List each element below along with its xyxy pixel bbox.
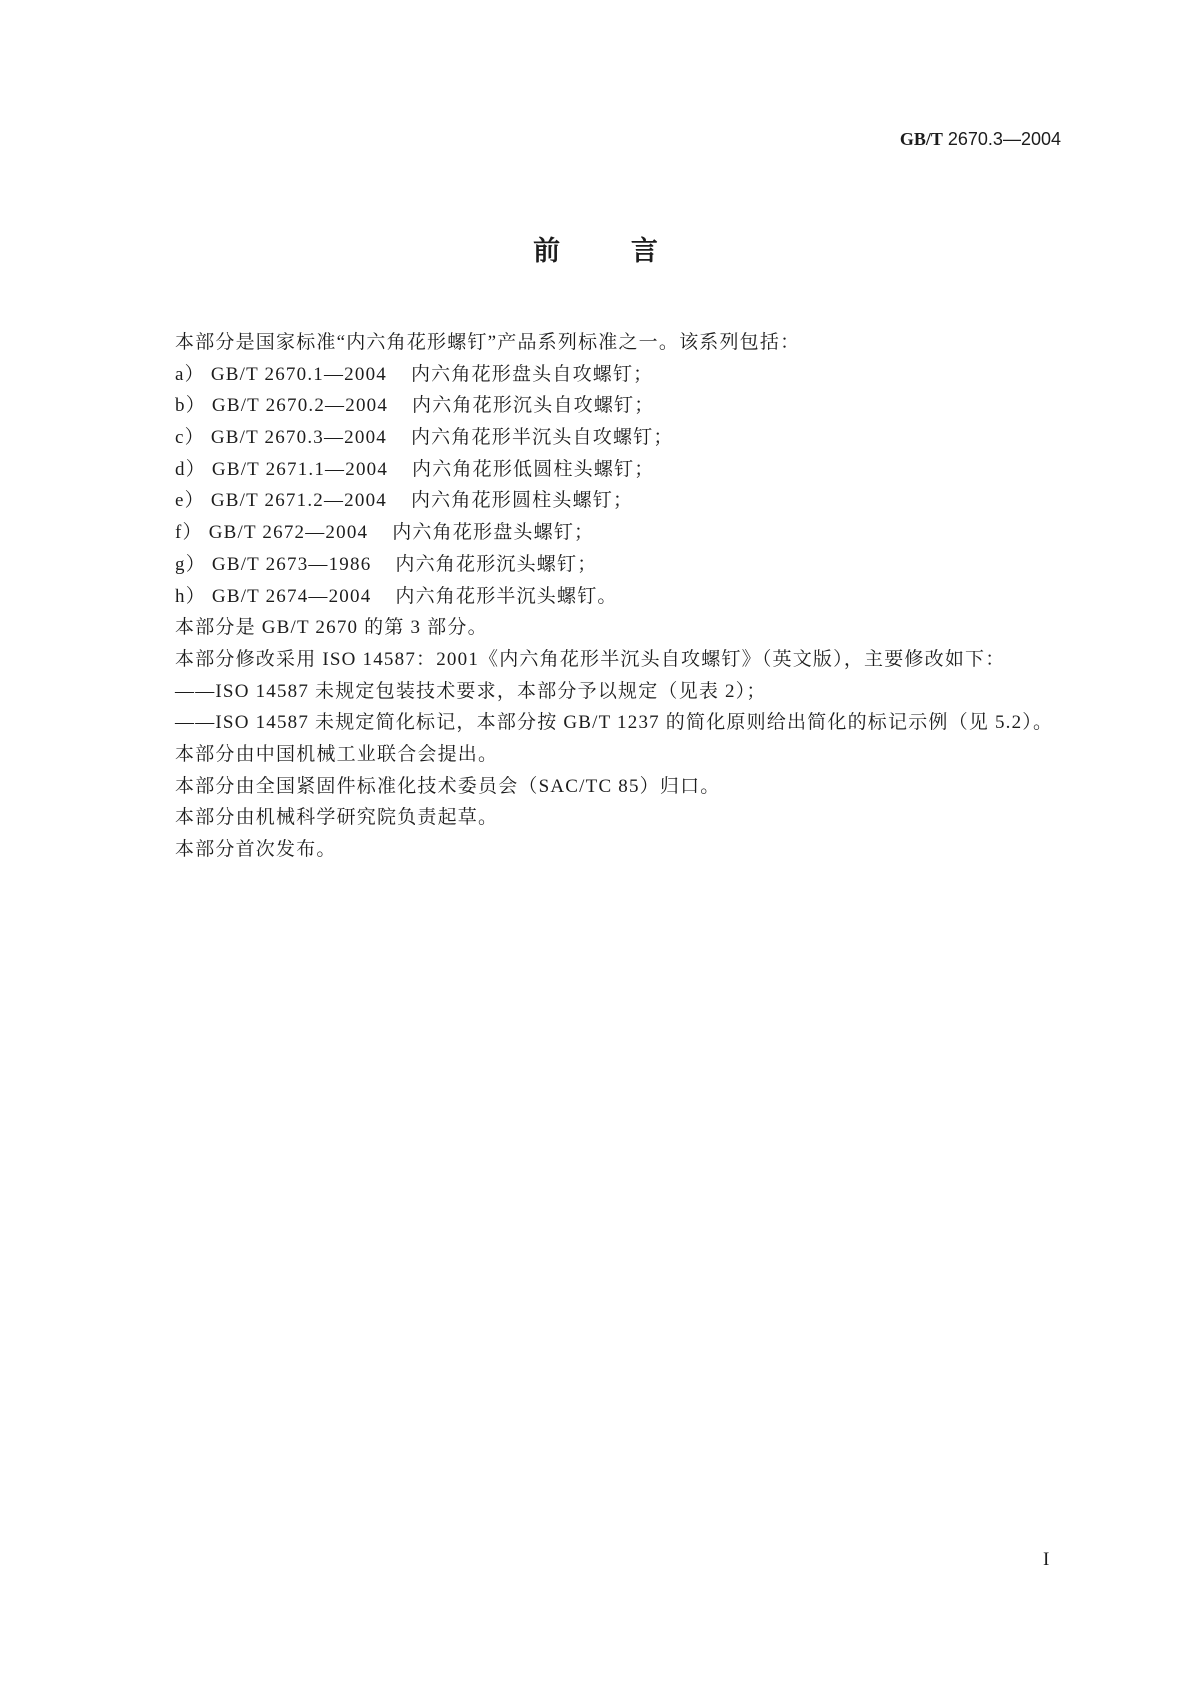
series-item-code: GB/T 2672—2004 (208, 522, 369, 544)
series-item-code: GB/T 2674—2004 (211, 585, 372, 607)
series-item (175, 517, 1135, 549)
series-item (175, 359, 1135, 391)
series-item (175, 549, 1135, 581)
series-item-code: GB/T 2671.2—2004 (210, 490, 387, 512)
series-item (175, 454, 1135, 486)
series-item-marker: f） (175, 522, 203, 544)
series-item-name: 内六角花形盘头自攻螺钉； (410, 363, 654, 385)
modification-item: ——ISO 14587 未规定简化标记，本部分按 GB/T 1237 的简化原则给出简化的标记示例（见 5.2）。 (175, 712, 1054, 734)
series-item (175, 581, 1135, 613)
page-header (900, 128, 1061, 150)
first-release-statement: 本部分首次发布。 (175, 839, 337, 860)
series-item-code: GB/T 2671.1—2004 (211, 458, 389, 480)
series-item-name: 内六角花形半沉头螺钉。 (395, 585, 618, 607)
series-item (175, 485, 1135, 517)
standard-prefix: GB/T (899, 129, 943, 149)
series-item-name: 内六角花形沉头自攻螺钉； (412, 395, 655, 417)
series-item-name: 内六角花形圆柱头螺钉； (410, 490, 634, 512)
page-number: I (1043, 1549, 1050, 1570)
series-item-marker: b） (175, 395, 206, 417)
series-item (175, 422, 1135, 454)
series-item-code: GB/T 2673—1986 (211, 553, 372, 575)
standard-number: 2670.3—2004 (947, 129, 1061, 149)
series-item-marker: c） (175, 427, 205, 449)
intro-paragraph: 本部分是国家标准“内六角花形螺钉”产品系列标准之一。该系列包括： (175, 332, 801, 353)
foreword-body (175, 327, 1135, 866)
series-item-marker: h） (175, 585, 206, 607)
proposer-statement: 本部分由中国机械工业联合会提出。 (175, 743, 499, 765)
series-item-marker: e） (175, 490, 205, 512)
committee-statement: 本部分由全国紧固件标准化技术委员会（SAC/TC 85）归口。 (175, 775, 721, 797)
series-item (175, 390, 1135, 422)
series-item-name: 内六角花形沉头螺钉； (395, 553, 598, 575)
foreword-title: 前 言 (533, 236, 690, 266)
adoption-statement: 本部分修改采用 ISO 14587：2001《内六角花形半沉头自攻螺钉》（英文版），主要修改如下： (175, 648, 1006, 670)
series-item-name: 内六角花形半沉头自攻螺钉； (410, 427, 674, 449)
series-item-marker: a） (175, 363, 205, 385)
series-item-code: GB/T 2670.3—2004 (210, 427, 387, 449)
part-statement: 本部分是 GB/T 2670 的第 3 部分。 (175, 617, 488, 639)
series-item-code: GB/T 2670.1—2004 (210, 363, 387, 385)
series-item-marker: d） (175, 458, 206, 480)
drafter-statement: 本部分由机械科学研究院负责起草。 (175, 807, 499, 829)
series-item-name: 内六角花形盘头螺钉； (392, 522, 595, 544)
series-item-code: GB/T 2670.2—2004 (211, 395, 389, 417)
modification-item: ——ISO 14587 未规定包装技术要求，本部分予以规定（见表 2）； (175, 680, 767, 702)
series-item-marker: g） (175, 553, 206, 575)
series-item-name: 内六角花形低圆柱头螺钉； (412, 458, 655, 480)
